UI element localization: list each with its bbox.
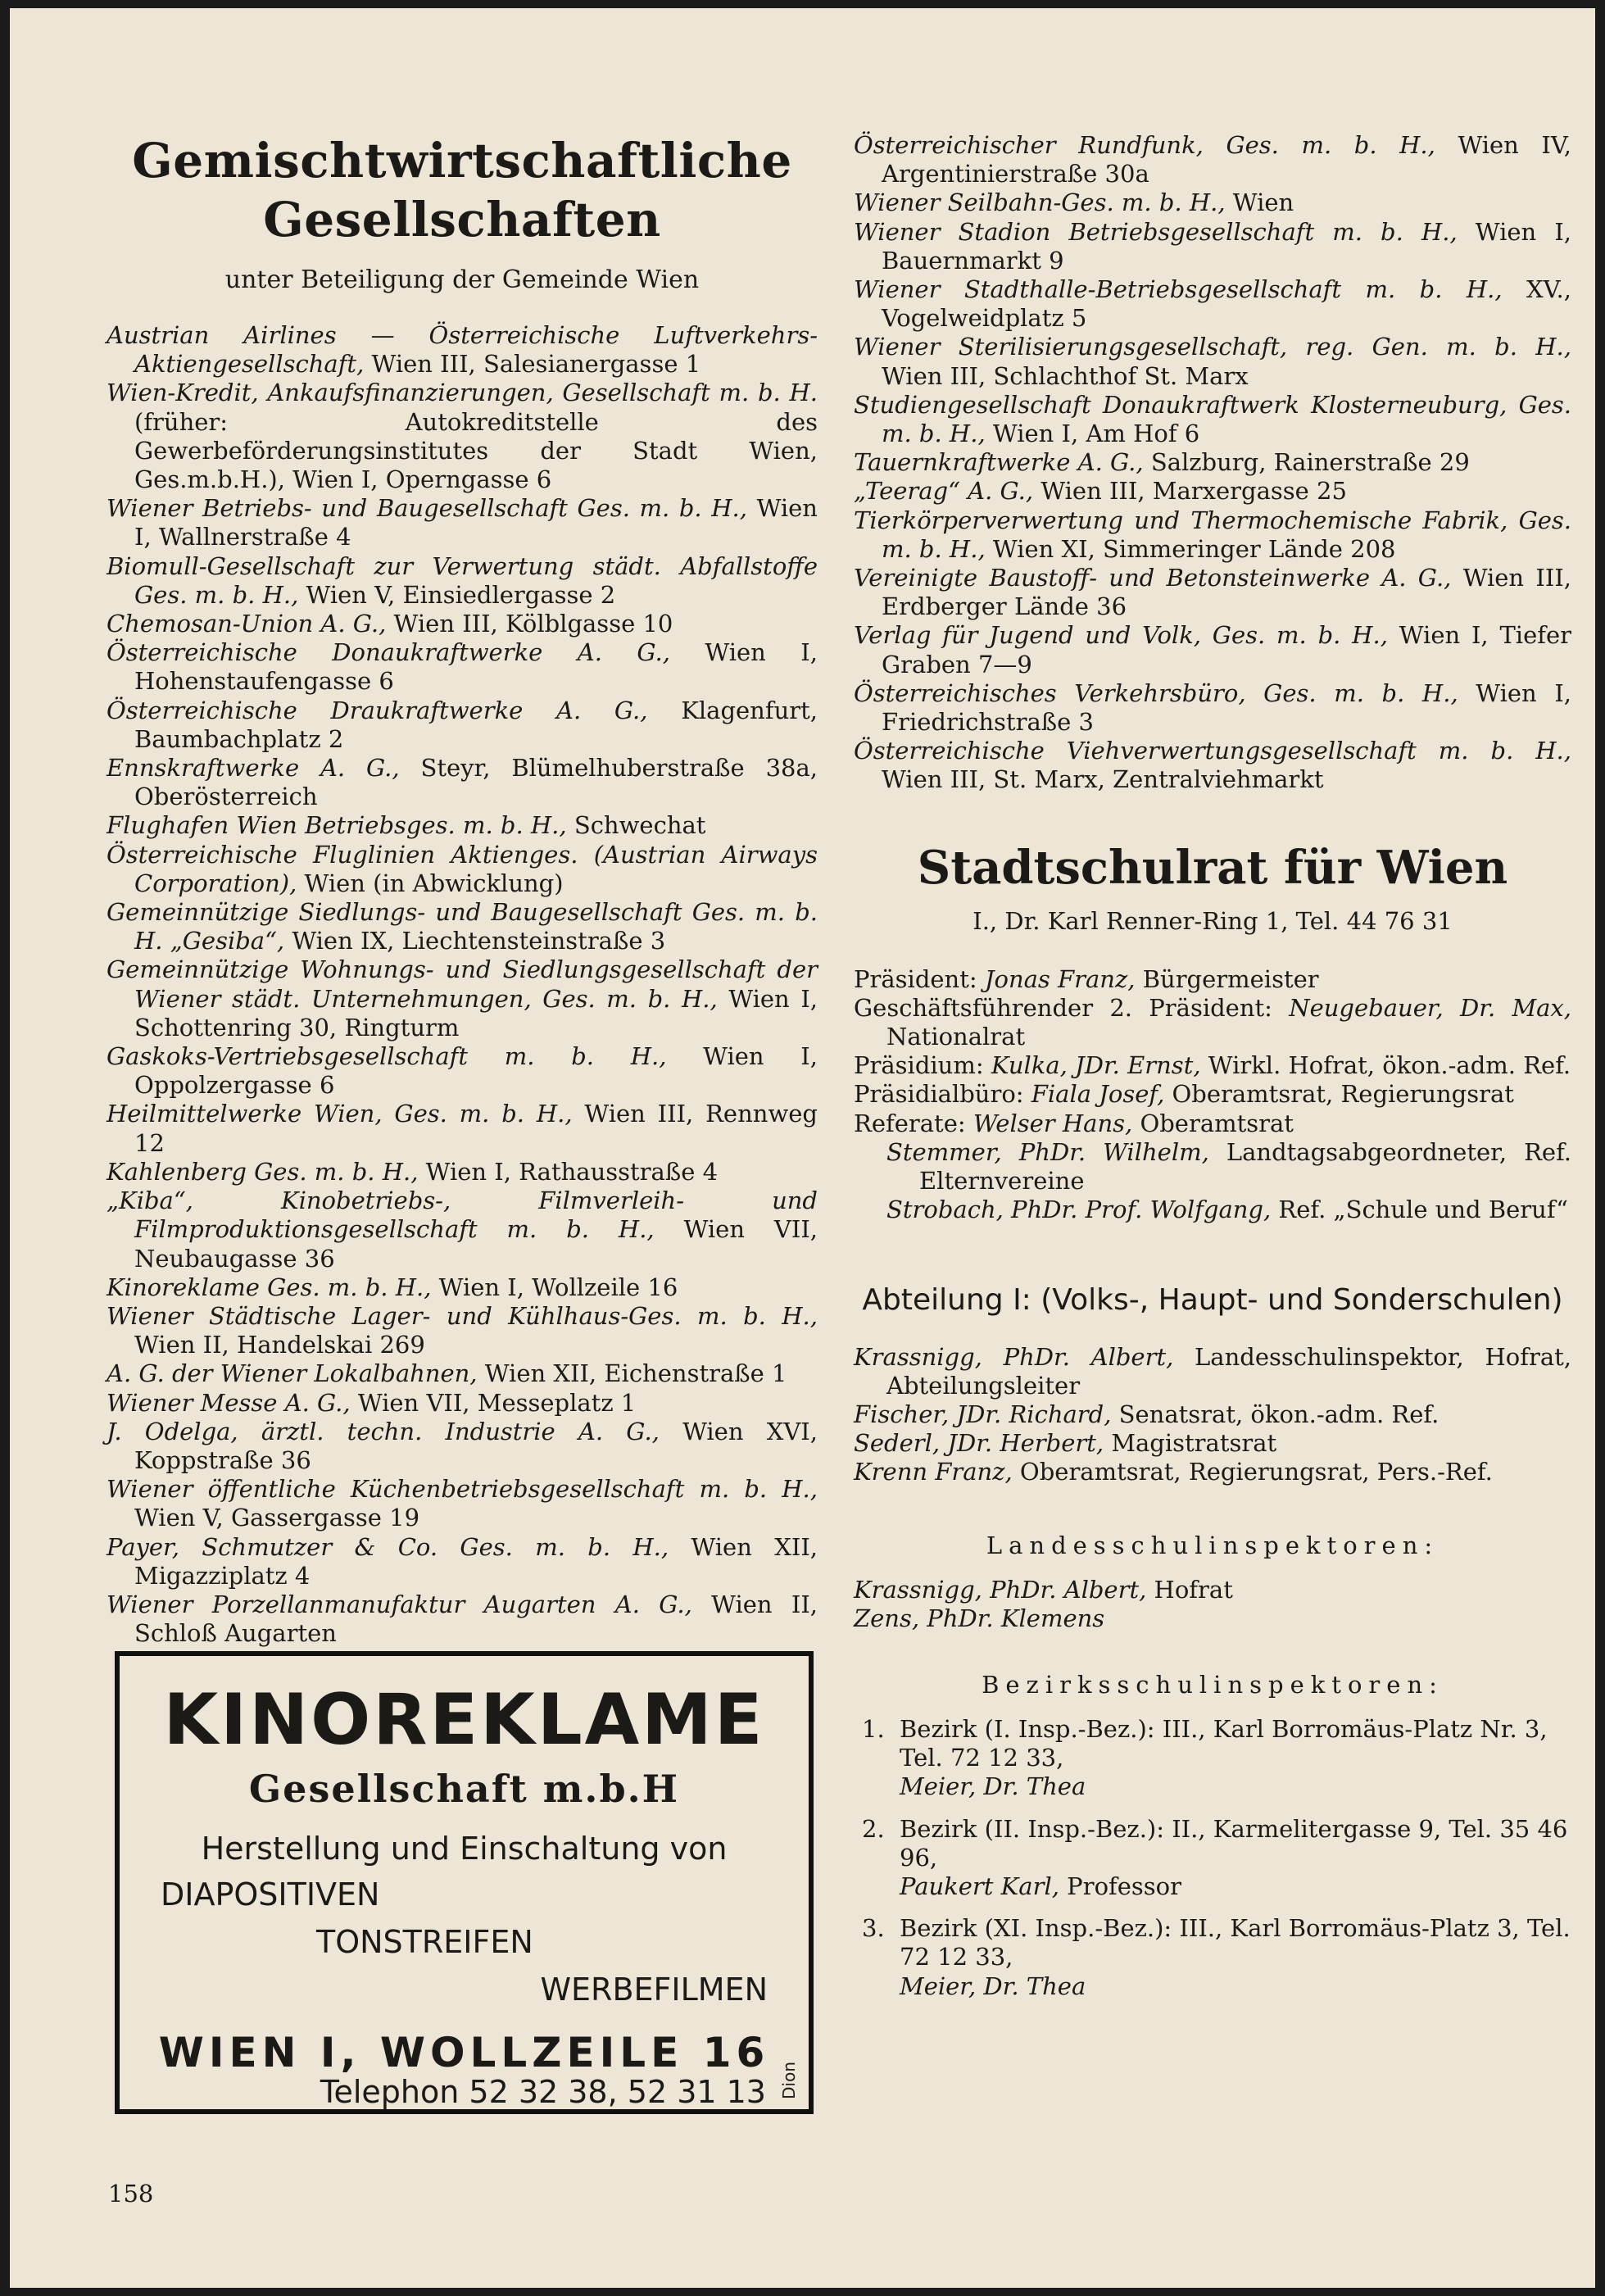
- ad-product-diapositiven: DIAPOSITIVEN: [161, 1876, 380, 1913]
- company-entry: Wiener Stadion Betriebsgesellschaft m. b. H., Wien I, Bauernmarkt 9: [854, 217, 1571, 275]
- company-entry: Österreichisches Verkehrsbüro, Ges. m. b. H., Wien I, Friedrichstraße 3: [854, 678, 1571, 737]
- board-sub-entry: Strobach, PhDr. Prof. Wolfgang, Ref. „Schule und Beruf“: [886, 1196, 1568, 1224]
- department-title: Abteilung I: (Volks-, Haupt- und Sonderschulen): [862, 1282, 1563, 1317]
- company-entry: Vereinigte Baustoff- und Betonsteinwerke A. G., Wien III, Erdberger Lände 36: [854, 564, 1572, 621]
- company-entry: Österreichische Fluglinien Aktienges. (Austrian Airways Corporation), Wien (in Abwicklung): [107, 840, 818, 897]
- board-entry: Referate: Welser Hans, Oberamtsrat: [854, 1109, 1294, 1137]
- district-entry: 3. Bezirk (XI. Insp.-Bez.): III., Karl Borromäus-Platz 3, Tel. 72 12 33, Meier, Dr. Thea: [862, 1914, 1571, 2000]
- company-entry: J. Odelga, ärztl. techn. Industrie A. G., Wien XVI, Koppstraße 36: [107, 1417, 818, 1474]
- company-entry: Wiener Seilbahn-Ges. m. b. H., Wien: [854, 188, 1294, 217]
- board-entry: Präsidium: Kulka, JDr. Ernst, Wirkl. Hofrat, ökon.-adm. Ref.: [854, 1051, 1571, 1080]
- inspector-entry: Zens, PhDr. Klemens: [854, 1604, 1105, 1632]
- district-entry: 1. Bezirk (I. Insp.-Bez.): III., Karl Borromäus-Platz Nr. 3, Tel. 72 12 33, Meier, Dr. Thea: [862, 1714, 1548, 1801]
- company-entry: Payer, Schmutzer & Co. Ges. m. b. H., Wien XII, Migazziplatz 4: [107, 1532, 818, 1590]
- company-entry: Kahlenberg Ges. m. b. H., Wien I, Rathausstraße 4: [107, 1157, 719, 1186]
- company-entry: Studiengesellschaft Donaukraftwerk Klosterneuburg, Ges. m. b. H., Wien I, Am Hof 6: [854, 390, 1571, 448]
- company-entry: Verlag für Jugend und Volk, Ges. m. b. H., Wien I, Tiefer Graben 7—9: [854, 621, 1572, 678]
- board-sub-entry: Stemmer, PhDr. Wilhelm, Landtagsabgeordneter, Ref. Elternvereine: [886, 1137, 1571, 1196]
- ad-product-tonstreifen: TONSTREIFEN: [316, 1924, 533, 1960]
- kinoreklame-advertisement: [115, 1651, 814, 2114]
- company-entry: Österreichische Donaukraftwerke A. G., Wien I, Hohenstaufengasse 6: [107, 638, 818, 696]
- company-entry: Chemosan-Union A. G., Wien III, Kölblgasse 10: [107, 610, 673, 638]
- company-entry: Heilmittelwerke Wien, Ges. m. b. H., Wien III, Rennweg 12: [107, 1100, 818, 1157]
- section-title-stadtschulrat: Stadtschulrat für Wien: [917, 840, 1508, 895]
- company-entry: Tierkörperverwertung und Thermochemische Fabrik, Ges. m. b. H., Wien XI, Simmeringer Lände 208: [854, 506, 1571, 563]
- ad-brand: KINOREKLAME: [163, 1679, 765, 1761]
- staff-entry: Fischer, JDr. Richard, Senatsrat, ökon.-adm. Ref.: [854, 1400, 1440, 1428]
- company-entry: Österreichische Viehverwertungsgesellschaft m. b. H., Wien III, St. Marx, Zentralviehmarkt: [854, 737, 1571, 794]
- company-entry: Wiener Sterilisierungsgesellschaft, reg. Gen. m. b. H., Wien III, Schlachthof St. Marx: [854, 333, 1571, 390]
- board-list: [854, 965, 1571, 1225]
- landesschulinspektoren-list: [854, 1576, 1571, 1633]
- company-entry: Austrian Airlines — Österreichische Luftverkehrs-Aktiengesellschaft, Wien III, Salesianergasse 1: [107, 321, 818, 379]
- company-entry: Wien-Kredit, Ankaufsfinanzierungen, Gesellschaft m. b. H. (früher: Autokreditstelle des Gewerbeförderungsinstitutes der Stadt Wien, Ges.m.b.H.), Wien I, Operngasse 6: [107, 379, 818, 494]
- bezirksschulinspektoren-list: [854, 1715, 1571, 2001]
- inspector-entry: Krassnigg, PhDr. Albert, Hofrat: [854, 1575, 1233, 1604]
- company-entry: Wiener Städtische Lager- und Kühlhaus-Ges. m. b. H., Wien II, Handelskai 269: [107, 1301, 818, 1359]
- company-entry: Gemeinnützige Siedlungs- und Baugesellschaft Ges. m. b. H. „Gesiba“, Wien IX, Liechtensteinstraße 3: [107, 898, 818, 955]
- right-column: [854, 131, 1571, 2014]
- company-entry: A. G. der Wiener Lokalbahnen, Wien XII, Eichenstraße 1: [107, 1359, 787, 1388]
- section-subtitle: unter Beteiligung der Gemeinde Wien: [224, 265, 700, 294]
- ad-product-werbefilmen: WERBEFILMEN: [540, 1972, 768, 2008]
- board-entry: Präsident: Jonas Franz, Bürgermeister: [854, 964, 1319, 993]
- company-entry: Wiener öffentliche Küchenbetriebsgesellschaft m. b. H., Wien V, Gassergasse 19: [107, 1475, 818, 1532]
- company-entry: Gaskoks-Vertriebsgesellschaft m. b. H., Wien I, Oppolzergasse 6: [107, 1042, 818, 1100]
- staff-entry: Sederl, JDr. Herbert, Magistratsrat: [854, 1429, 1277, 1458]
- company-entry: Wiener Betriebs- und Baugesellschaft Ges. m. b. H., Wien I, Wallnerstraße 4: [107, 494, 818, 551]
- document-page: [10, 8, 1595, 2288]
- company-entry: Österreichischer Rundfunk, Ges. m. b. H., Wien IV, Argentinierstraße 30a: [854, 131, 1571, 188]
- staff-entry: Krenn Franz, Oberamtsrat, Regierungsrat, Pers.-Ref.: [854, 1458, 1493, 1486]
- board-entry: Geschäftsführender 2. Präsident: Neugebauer, Dr. Max, Nationalrat: [854, 993, 1571, 1051]
- bezirksschulinspektoren-heading: Bezirksschulinspektoren:: [982, 1670, 1444, 1699]
- company-entry: „Kiba“, Kinobetriebs-, Filmverleih- und Filmproduktionsgesellschaft m. b. H., Wien VII, Neubaugasse 36: [107, 1187, 818, 1273]
- company-entry: Tauernkraftwerke A. G., Salzburg, Rainerstraße 29: [854, 448, 1470, 477]
- landesschulinspektoren-heading: Landesschulinspektoren:: [986, 1531, 1440, 1559]
- board-entry: Präsidialbüro: Fiala Josef, Oberamtsrat, Regierungsrat: [854, 1080, 1514, 1109]
- ad-service-line: Herstellung und Einschaltung von: [201, 1831, 728, 1867]
- company-entry: Flughafen Wien Betriebsges. m. b. H., Schwechat: [107, 811, 706, 840]
- company-entry: Österreichische Draukraftwerke A. G., Klagenfurt, Baumbachplatz 2: [107, 696, 818, 753]
- company-entry: Biomull-Gesellschaft zur Verwertung städt. Abfallstoffe Ges. m. b. H., Wien V, Einsiedlergasse 2: [107, 551, 818, 609]
- ad-printer-mark: Dion: [779, 2062, 799, 2099]
- company-list: [107, 321, 818, 1648]
- staff-entry: Krassnigg, PhDr. Albert, Landesschulinspektor, Hofrat, Abteilungsleiter: [854, 1342, 1571, 1400]
- company-entry: Wiener Messe A. G., Wien VII, Messeplatz 1: [107, 1388, 637, 1417]
- company-list-continued: [854, 131, 1571, 795]
- ad-company: Gesellschaft m.b.H: [248, 1767, 680, 1811]
- section-title-companies: Gemischtwirtschaftliche Gesellschaften: [132, 133, 792, 247]
- ad-phone: Telephon 52 32 38, 52 31 13: [320, 2074, 766, 2110]
- ad-address: WIEN I, WOLLZEILE 16: [158, 2029, 770, 2076]
- page-number: 158: [108, 2180, 154, 2208]
- company-entry: Wiener Stadthalle-Betriebsgesellschaft m. b. H., XV., Vogelweidplatz 5: [854, 275, 1571, 333]
- company-entry: „Teerag“ A. G., Wien III, Marxergasse 25: [854, 477, 1347, 506]
- company-entry: Kinoreklame Ges. m. b. H., Wien I, Wollzeile 16: [107, 1273, 678, 1301]
- district-entry: 2. Bezirk (II. Insp.-Bez.): II., Karmelitergasse 9, Tel. 35 46 96, Paukert Karl, Professor: [862, 1814, 1568, 1900]
- left-column: [107, 131, 818, 1648]
- company-entry: Ennskraftwerke A. G., Steyr, Blümelhuberstraße 38a, Oberösterreich: [107, 754, 818, 811]
- department-staff-list: [854, 1343, 1571, 1487]
- stadtschulrat-address: I., Dr. Karl Renner-Ring 1, Tel. 44 76 31: [973, 906, 1453, 935]
- company-entry: Gemeinnützige Wohnungs- und Siedlungsgesellschaft der Wiener städt. Unternehmungen, Ges. m. b. H., Wien I, Schottenring 30, Ringturm: [107, 955, 818, 1041]
- company-entry: Wiener Porzellanmanufaktur Augarten A. G., Wien II, Schloß Augarten: [107, 1590, 818, 1648]
